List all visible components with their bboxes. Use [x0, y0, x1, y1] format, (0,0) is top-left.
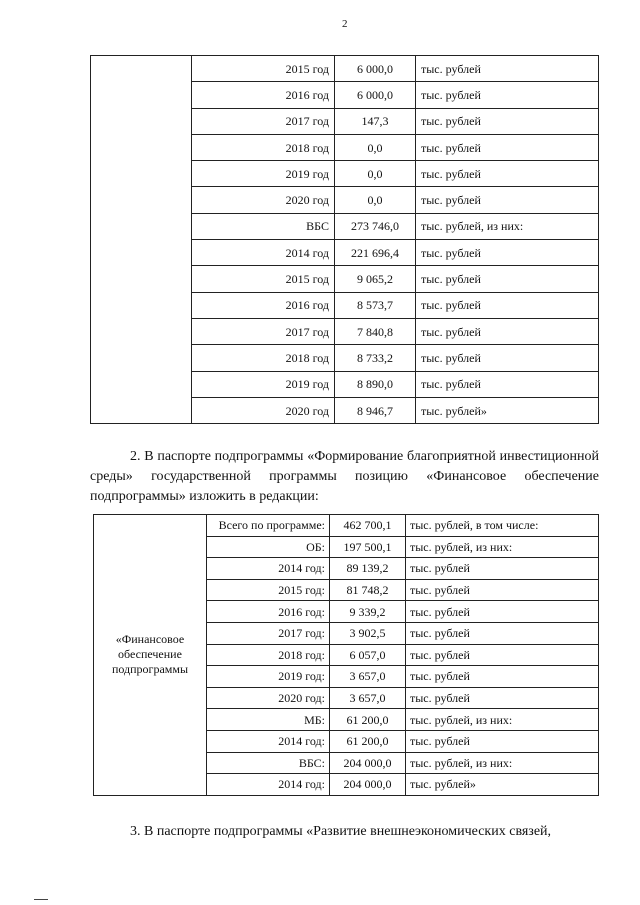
table-row	[91, 56, 599, 82]
row-value: 3 657,0	[330, 687, 406, 709]
row-value: 8 573,7	[335, 292, 416, 318]
row-label: ВБС	[192, 213, 335, 239]
row-unit: тыс. рублей	[416, 266, 599, 292]
row-value: 0,0	[335, 134, 416, 160]
row-value: 6 057,0	[330, 644, 406, 666]
row-label: 2014 год	[192, 240, 335, 266]
row-value: 221 696,4	[335, 240, 416, 266]
row-unit: тыс. рублей, в том числе:	[406, 515, 599, 537]
row-label: 2017 год	[192, 318, 335, 344]
row-value: 147,3	[335, 108, 416, 134]
row-label: 2020 год	[192, 187, 335, 213]
table-row	[94, 515, 599, 537]
row-value: 89 139,2	[330, 558, 406, 580]
funding-table-investment-subprogram	[93, 514, 599, 796]
paragraph-item-3: 3. В паспорте подпрограммы «Развитие внешнеэкономических связей,	[130, 824, 552, 839]
row-unit: тыс. рублей	[406, 687, 599, 709]
row-label: 2016 год	[192, 292, 335, 318]
page-number: 2	[342, 18, 348, 30]
row-label: 2020 год	[192, 397, 335, 423]
row-label: 2018 год	[192, 134, 335, 160]
row-label: 2018 год	[192, 345, 335, 371]
row-label: 2015 год:	[207, 579, 330, 601]
row-unit: тыс. рублей	[416, 134, 599, 160]
page-mark-dash	[34, 899, 48, 900]
row-unit: тыс. рублей»	[416, 397, 599, 423]
row-unit: тыс. рублей	[416, 187, 599, 213]
row-unit: тыс. рублей	[406, 601, 599, 623]
row-value: 0,0	[335, 161, 416, 187]
row-value: 8 890,0	[335, 371, 416, 397]
empty-header-cell	[91, 56, 192, 424]
row-value: 6 000,0	[335, 82, 416, 108]
row-value: 61 200,0	[330, 709, 406, 731]
row-label: 2018 год:	[207, 644, 330, 666]
row-label: 2014 год:	[207, 730, 330, 752]
paragraph-item-2: 2. В паспорте подпрограммы «Формирование благоприятной инвестиционной среды» государственной программы позицию «Финансовое обеспечение подпрограммы» изложить в редакции:	[90, 449, 599, 504]
row-label: ВБС:	[207, 752, 330, 774]
row-label: 2016 год:	[207, 601, 330, 623]
row-unit: тыс. рублей, из них:	[406, 709, 599, 731]
row-label: 2015 год	[192, 266, 335, 292]
row-label: 2014 год:	[207, 774, 330, 796]
row-unit: тыс. рублей	[406, 730, 599, 752]
row-value: 0,0	[335, 187, 416, 213]
row-label: 2016 год	[192, 82, 335, 108]
row-unit: тыс. рублей	[416, 318, 599, 344]
row-unit: тыс. рублей	[416, 292, 599, 318]
row-value: 9 065,2	[335, 266, 416, 292]
row-value: 204 000,0	[330, 774, 406, 796]
row-label: Всего по программе:	[207, 515, 330, 537]
row-label: 2019 год:	[207, 666, 330, 688]
row-label: МБ:	[207, 709, 330, 731]
row-label: 2020 год:	[207, 687, 330, 709]
row-unit: тыс. рублей, из них:	[406, 536, 599, 558]
row-unit: тыс. рублей	[406, 666, 599, 688]
row-value: 6 000,0	[335, 56, 416, 82]
row-unit: тыс. рублей	[416, 108, 599, 134]
row-value: 9 339,2	[330, 601, 406, 623]
row-unit: тыс. рублей	[416, 161, 599, 187]
row-unit: тыс. рублей, из них:	[416, 213, 599, 239]
row-unit: тыс. рублей	[406, 558, 599, 580]
row-value: 61 200,0	[330, 730, 406, 752]
row-unit: тыс. рублей, из них:	[406, 752, 599, 774]
row-unit: тыс. рублей	[416, 371, 599, 397]
row-label: 2015 год	[192, 56, 335, 82]
row-value: 462 700,1	[330, 515, 406, 537]
row-value: 8 733,2	[335, 345, 416, 371]
row-label: 2019 год	[192, 371, 335, 397]
row-unit: тыс. рублей	[416, 56, 599, 82]
row-value: 3 902,5	[330, 622, 406, 644]
row-unit: тыс. рублей	[406, 644, 599, 666]
row-value: 204 000,0	[330, 752, 406, 774]
row-unit: тыс. рублей	[416, 345, 599, 371]
row-value: 7 840,8	[335, 318, 416, 344]
row-unit: тыс. рублей	[406, 622, 599, 644]
row-unit: тыс. рублей	[406, 579, 599, 601]
row-unit: тыс. рублей	[416, 82, 599, 108]
row-label: ОБ:	[207, 536, 330, 558]
row-unit: тыс. рублей»	[406, 774, 599, 796]
row-label: 2014 год:	[207, 558, 330, 580]
row-value: 3 657,0	[330, 666, 406, 688]
row-value: 197 500,1	[330, 536, 406, 558]
row-unit: тыс. рублей	[416, 240, 599, 266]
row-value: 81 748,2	[330, 579, 406, 601]
row-label: 2017 год:	[207, 622, 330, 644]
row-value: 8 946,7	[335, 397, 416, 423]
row-label: 2019 год	[192, 161, 335, 187]
row-value: 273 746,0	[335, 213, 416, 239]
funding-table-continued	[90, 55, 599, 424]
row-label: 2017 год	[192, 108, 335, 134]
position-name-cell: «Финансовое обеспечение подпрограммы	[94, 515, 207, 796]
